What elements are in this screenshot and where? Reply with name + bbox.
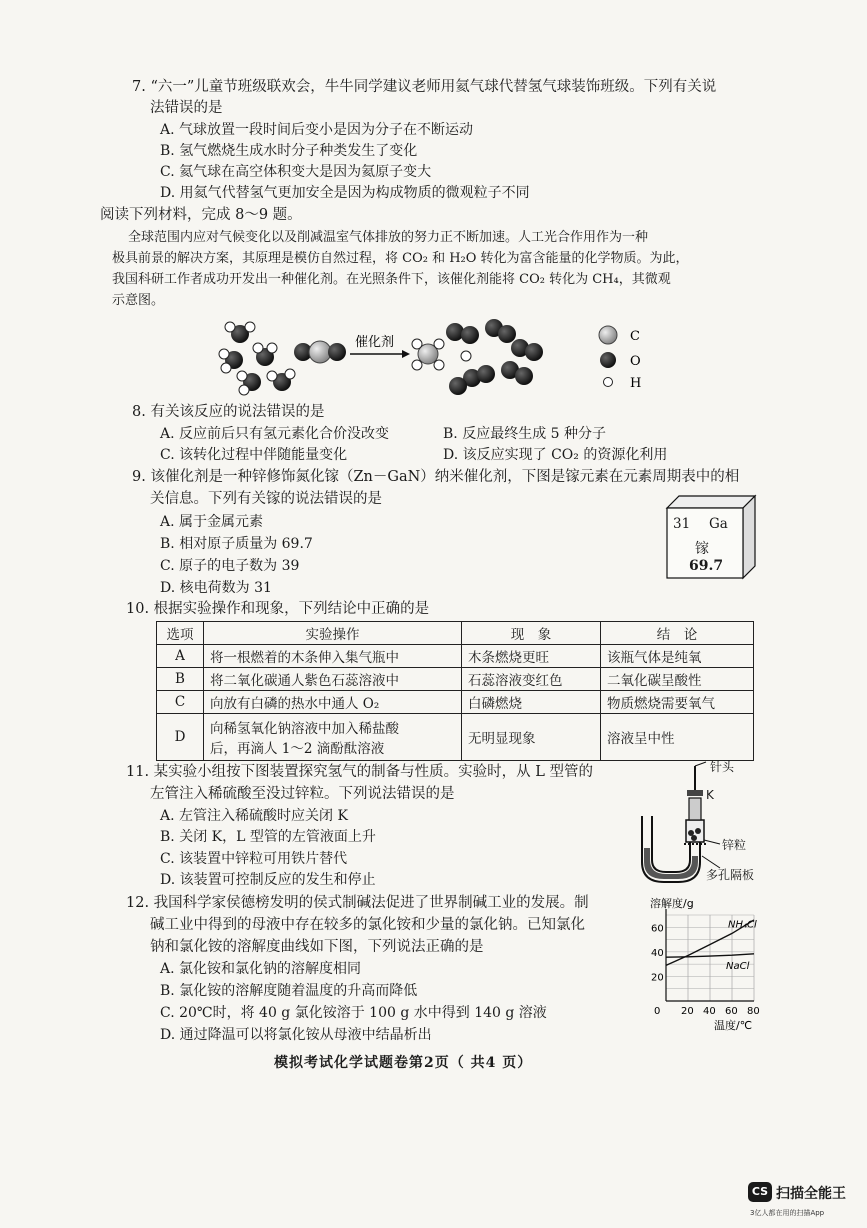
row-d-option: D xyxy=(157,714,204,761)
q9-option-d: D. 核电荷数为 31 xyxy=(160,580,272,596)
legend-carbon-atom xyxy=(599,326,617,344)
legend-oxygen-atom xyxy=(600,352,616,368)
q7-stem-line1: 7. “六一”儿童节班级联欢会，牛牛同学建议老师用氦气球代替氢气球装饰班级。下列有关说 xyxy=(132,79,717,95)
solubility-chart xyxy=(636,893,766,1033)
reaction-arrow xyxy=(350,334,410,358)
element-number: 31 xyxy=(673,516,691,532)
watermark-tagline: 3亿人都在用的扫描App xyxy=(750,1209,825,1217)
legend-c-label: C xyxy=(630,329,640,344)
chart-xlabel: 温度/℃ xyxy=(714,1019,753,1032)
q8-option-c: C. 该转化过程中伴随能量变化 xyxy=(160,447,348,463)
q7-option-d: D. 用氦气代替氢气更加安全是因为构成物质的微观粒子不同 xyxy=(160,185,530,201)
q8-stem: 8. 有关该反应的说法错误的是 xyxy=(132,404,325,420)
reading-line-2: 极具前景的解决方案，其原理是模仿自然过程，将 CO₂ 和 H₂O 转化为富含能量的化学物质。为此， xyxy=(112,251,689,266)
legend-hydrogen-atom xyxy=(604,378,613,387)
row-a-option: A xyxy=(157,645,204,668)
y-tick-label: 40 xyxy=(651,947,664,959)
row-c-phenomenon: 白磷燃烧 xyxy=(462,691,601,714)
label-zinc: 锌粒 xyxy=(722,838,747,852)
series-label: NH₄Cl xyxy=(728,919,757,931)
q9-option-a: A. 属于金属元素 xyxy=(160,514,264,530)
q11-option-a: A. 左管注入稀硫酸时应关闭 K xyxy=(160,808,348,824)
reaction-diagram-svg xyxy=(210,310,680,400)
table-row xyxy=(157,645,754,668)
experiment-table xyxy=(156,621,754,761)
q12-option-b: B. 氯化铵的溶解度随着温度的升高而降低 xyxy=(160,983,418,999)
x-tick-label: 0 xyxy=(654,1006,661,1017)
label-k: K xyxy=(706,788,714,802)
element-mass: 69.7 xyxy=(689,558,724,574)
row-b-conclusion: 二氧化碳呈酸性 xyxy=(601,668,754,691)
reactant-co2-molecule xyxy=(294,341,346,363)
q11-option-d: D. 该装置可控制反应的发生和停止 xyxy=(160,872,376,888)
header-option: 选项 xyxy=(157,622,204,645)
q7-option-a: A. 气球放置一段时间后变小是因为分子在不断运动 xyxy=(160,122,474,138)
legend-o-label: O xyxy=(630,354,641,369)
reaction-diagram xyxy=(210,310,680,400)
reading-line-1: 全球范围内应对气候变化以及削减温室气体排放的努力正不断加速。人工光合作用作为一种 xyxy=(128,230,649,245)
x-tick-label: 20 xyxy=(681,1006,694,1017)
chart-ylabel: 溶解度/g xyxy=(650,897,694,910)
watermark-app-name: 扫描全能王 xyxy=(776,1186,846,1202)
legend-h-label: H xyxy=(630,376,642,391)
q12-stem-line2: 碱工业中得到的母液中存在较多的氯化铵和少量的氯化钠。已知氯化 xyxy=(150,917,585,933)
row-b-phenomenon: 石蕊溶液变红色 xyxy=(462,668,601,691)
product-oxygen-molecules xyxy=(446,319,543,395)
reading-line-3: 我国科研工作者成功开发出一种催化剂。在光照条件下，该催化剂能将 CO₂ 转化为 CH₄，其微观 xyxy=(112,272,671,287)
q10-stem: 10. 根据实验操作和现象，下列结论中正确的是 xyxy=(126,601,430,617)
series-label: NaCl xyxy=(726,961,750,973)
periodic-table-cell xyxy=(665,494,757,580)
l-tube-apparatus xyxy=(630,758,760,888)
row-c-conclusion: 物质燃烧需要氧气 xyxy=(601,691,754,714)
label-needle: 针头 xyxy=(710,760,735,774)
y-tick-label: 20 xyxy=(651,972,664,984)
x-tick-label: 40 xyxy=(703,1006,716,1017)
header-phenomenon: 现 象 xyxy=(462,622,601,645)
page-footer: 模拟考试化学试题卷第2页（ 共4 页） xyxy=(274,1055,533,1071)
element-symbol: Ga xyxy=(709,516,728,532)
row-d-phenomenon: 无明显现象 xyxy=(462,714,601,761)
reading-intro: 阅读下列材料，完成 8～9 题。 xyxy=(100,207,302,223)
q7-stem-line2: 法错误的是 xyxy=(150,100,223,116)
row-a-conclusion: 该瓶气体是纯氧 xyxy=(601,645,754,668)
row-d-operation xyxy=(204,714,462,761)
row-b-option: B xyxy=(157,668,204,691)
q8-option-b: B. 反应最终生成 5 种分子 xyxy=(443,426,606,442)
q11-option-b: B. 关闭 K，L 型管的左管液面上升 xyxy=(160,829,376,845)
x-tick-label: 80 xyxy=(747,1006,760,1017)
table-row xyxy=(157,691,754,714)
q9-option-c: C. 原子的电子数为 39 xyxy=(160,558,300,574)
label-porous-plate: 多孔隔板 xyxy=(706,868,755,882)
q12-stem-line1: 12. 我国科学家侯德榜发明的侯式制碱法促进了世界制碱工业的发展。制 xyxy=(126,895,589,911)
table-row xyxy=(157,714,754,761)
y-tick-label: 60 xyxy=(651,923,664,935)
q9-stem-line2: 关信息。下列有关镓的说法错误的是 xyxy=(150,491,382,507)
cs-logo-icon: CS xyxy=(748,1182,772,1202)
q7-option-b: B. 氢气燃烧生成水时分子种类发生了变化 xyxy=(160,143,418,159)
q12-option-c: C. 20℃时，将 40 g 氯化铵溶于 100 g 水中得到 140 g 溶液 xyxy=(160,1005,547,1021)
q8-option-d: D. 该反应实现了 CO₂ 的资源化利用 xyxy=(443,447,668,463)
product-ch4-molecule xyxy=(412,339,444,370)
reading-line-4: 示意图。 xyxy=(112,293,165,308)
x-tick-label: 60 xyxy=(725,1006,738,1017)
arrow-label: 催化剂 xyxy=(355,335,395,350)
header-conclusion: 结 论 xyxy=(601,622,754,645)
q12-option-d: D. 通过降温可以将氯化铵从母液中结晶析出 xyxy=(160,1027,432,1043)
q12-option-a: A. 氯化铵和氯化钠的溶解度相同 xyxy=(160,961,362,977)
q12-stem-line3: 钠和氯化铵的溶解度曲线如下图，下列说法正确的是 xyxy=(150,939,484,955)
q11-stem-line1: 11. 某实验小组按下图装置探究氢气的制备与性质。实验时，从 L 型管的 xyxy=(126,764,594,780)
row-d-operation-line1: 向稀氢氧化钠溶液中加入稀盐酸 xyxy=(210,721,399,737)
q9-stem-line1: 9. 该催化剂是一种锌修饰氮化镓（Zn－GaN）纳米催化剂，下图是镓元素在元素周期表中的相 xyxy=(132,469,740,485)
row-a-phenomenon: 木条燃烧更旺 xyxy=(462,645,601,668)
q7-option-c: C. 氦气球在高空体积变大是因为氦原子变大 xyxy=(160,164,432,180)
row-d-operation-line2: 后，再滴人 1～2 滴酚酞溶液 xyxy=(210,741,385,757)
table-row xyxy=(157,668,754,691)
q11-option-c: C. 该装置中锌粒可用铁片替代 xyxy=(160,851,348,867)
table-header-row xyxy=(157,622,754,645)
row-d-conclusion: 溶液呈中性 xyxy=(601,714,754,761)
solubility-chart-svg xyxy=(636,893,766,1033)
row-a-operation: 将一根燃着的木条伸入集气瓶中 xyxy=(204,645,462,668)
q9-option-b: B. 相对原子质量为 69.7 xyxy=(160,536,313,552)
row-c-operation: 向放有白磷的热水中通人 O₂ xyxy=(204,691,462,714)
reactant-water-molecules xyxy=(219,322,295,395)
q8-option-a: A. 反应前后只有氢元素化合价没改变 xyxy=(160,426,390,442)
row-b-operation: 将二氧化碳通人紫色石蕊溶液中 xyxy=(204,668,462,691)
q11-stem-line2: 左管注入稀硫酸至没过锌粒。下列说法错误的是 xyxy=(150,786,455,802)
element-name: 镓 xyxy=(695,541,709,557)
row-c-option: C xyxy=(157,691,204,714)
header-operation: 实验操作 xyxy=(204,622,462,645)
legend xyxy=(599,326,641,391)
scanner-watermark xyxy=(746,1180,866,1226)
